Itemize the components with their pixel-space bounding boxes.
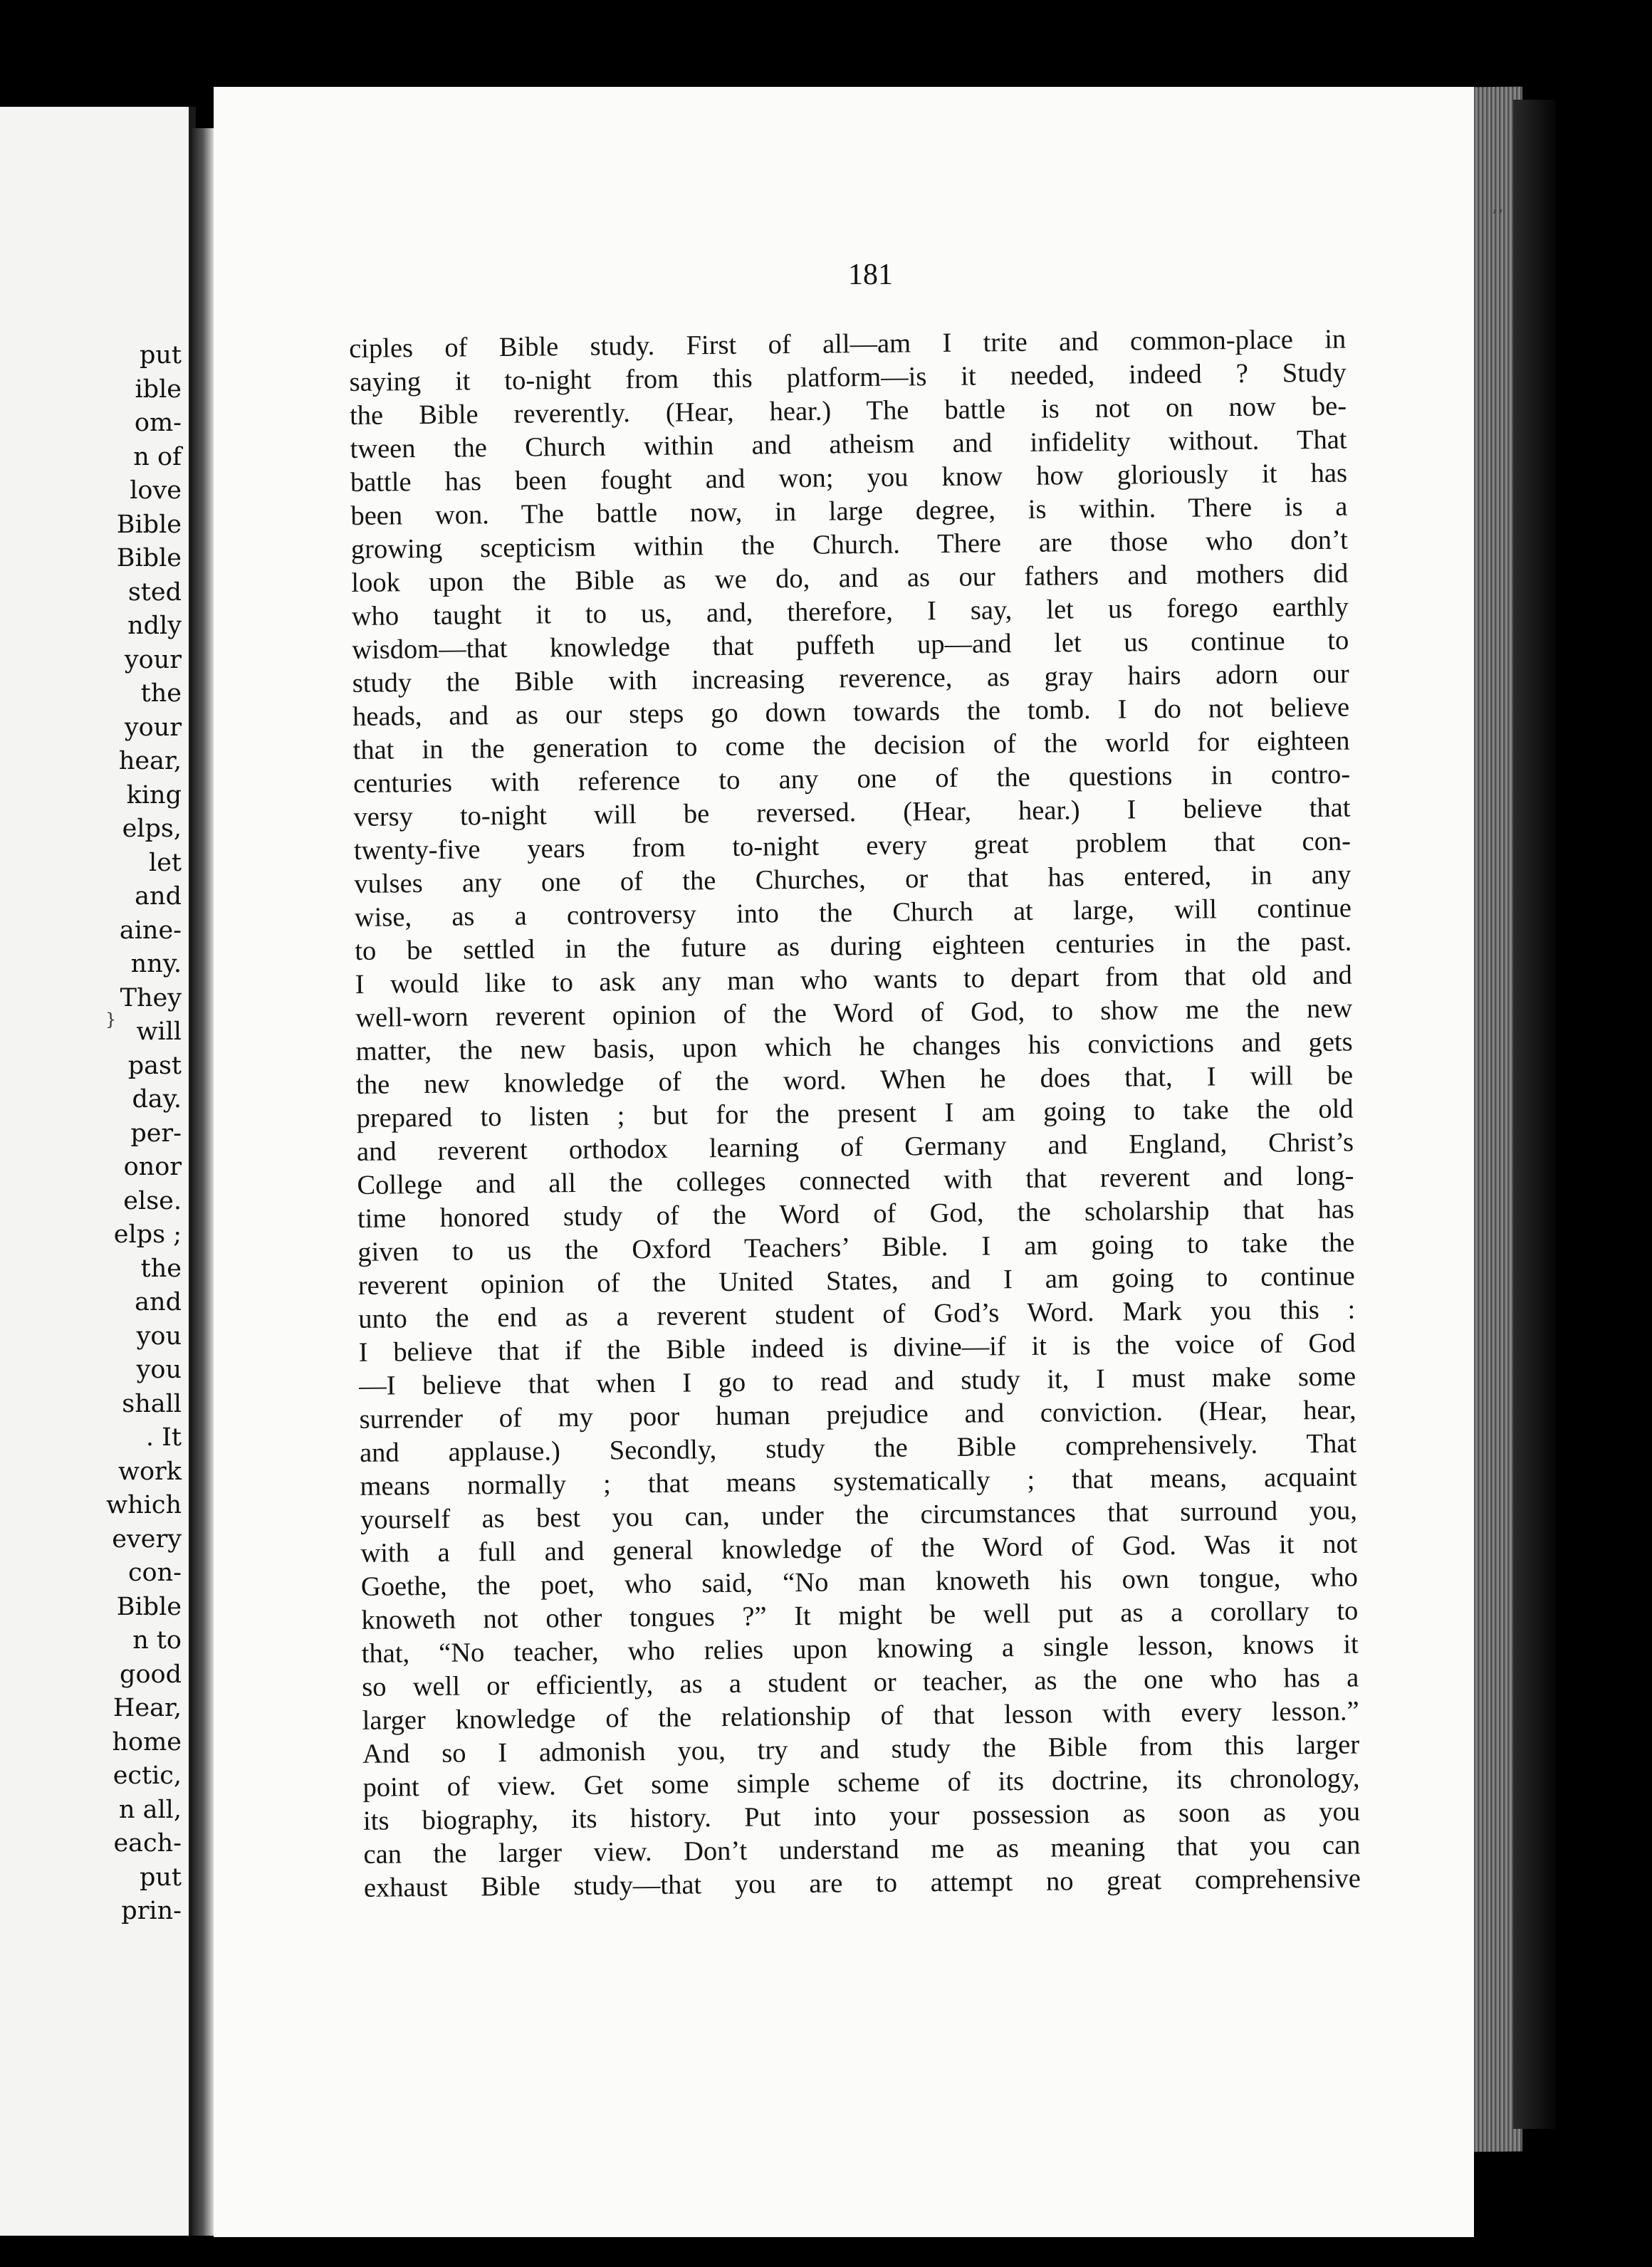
text-line: time honored study of the Word of God, the scholarship that has (357, 1194, 1355, 1234)
previous-page-line: n all, (118, 1795, 182, 1824)
previous-page-line: and (135, 1288, 182, 1316)
previous-page-line: good (120, 1660, 182, 1689)
text-line: growing scepticism within the Church. There are those who don’t (350, 525, 1349, 565)
text-line: who taught it to us, and, therefore, I say, let us forego earthly (351, 592, 1349, 632)
text-line: with a full and general knowledge of the Word of God. Was it not (360, 1529, 1358, 1569)
previous-page-line: home (112, 1727, 182, 1756)
text-line: the new knowledge of the word. When he does that, I will be (355, 1060, 1354, 1100)
page-number: 181 (848, 258, 893, 291)
previous-page-line: aine- (119, 916, 182, 945)
text-line: unto the end as a reverent student of God’s Word. Mark you this : (358, 1294, 1356, 1334)
previous-page-line: hear, (118, 747, 182, 775)
previous-page-line: will (136, 1017, 182, 1046)
previous-page-line: They (120, 983, 182, 1012)
previous-page-line: every (112, 1524, 182, 1554)
previous-page-line: put (139, 1863, 182, 1892)
previous-page-line: love (130, 476, 182, 505)
text-line: been won. The battle now, in large degree, is within. There is a (350, 491, 1348, 531)
previous-page-line: put (139, 341, 182, 370)
text-line: point of view. Get some simple scheme of its doctrine, its chronology, (362, 1763, 1360, 1803)
text-line: study the Bible with increasing reverence, as gray hairs adorn our (352, 659, 1349, 698)
previous-page-line: ible (135, 375, 182, 404)
text-line: can the larger view. Don’t understand me as meaning that you can (363, 1830, 1361, 1870)
previous-page-line: which (106, 1491, 182, 1519)
text-line: so well or efficiently, as a student or teacher, as the one who has a (362, 1663, 1359, 1702)
previous-page-line: Hear, (113, 1694, 182, 1722)
text-line: And so I admonish you, try and study the Bible from this larger (362, 1729, 1360, 1769)
previous-page-line: ectic, (113, 1761, 182, 1790)
text-line: tween the Church within and atheism and infidelity without. That (350, 424, 1347, 464)
text-line: reverent opinion of the United States, and I am going to continue (357, 1261, 1355, 1301)
text-line: and reverent orthodox learning of Germany and England, Christ’s (356, 1127, 1354, 1167)
text-line: that in the generation to come the decision of the world for eighteen (352, 726, 1350, 765)
gutter-mark: } (105, 1010, 117, 1030)
text-line: twenty-five years from to-night every great problem that con- (353, 826, 1352, 866)
text-line: look upon the Bible as we do, and as our fathers and mothers did (351, 558, 1349, 598)
text-line: wise, as a controversy into the Church at large, will continue (354, 893, 1352, 933)
corner-mark: ’’ (1492, 206, 1504, 228)
text-line: matter, the new basis, upon which he changes his convictions and gets (355, 1027, 1353, 1067)
text-line: I would like to ask any man who wants to depart from that old and (355, 960, 1352, 1000)
text-line: to be settled in the future as during eighteen centuries in the past. (355, 926, 1352, 966)
text-line: its biography, its history. Put into your possession as soon as you (362, 1796, 1361, 1836)
previous-page-line: day. (132, 1085, 182, 1114)
previous-page-line: you (136, 1321, 182, 1351)
previous-page-line: con- (127, 1559, 182, 1587)
previous-page-line: prin- (121, 1897, 182, 1925)
previous-page-line: king (126, 780, 182, 810)
text-line: wisdom—that knowledge that puffeth up—and let us continue to (352, 625, 1349, 665)
previous-page-line: ndly (127, 612, 182, 640)
previous-page-line: else. (123, 1186, 182, 1215)
previous-page-line: sted (127, 577, 182, 607)
text-line: exhaust Bible study—that you are to attempt no great comprehensive (363, 1863, 1361, 1903)
previous-page-line: om- (134, 409, 182, 437)
text-line: that, “No teacher, who relies upon knowing a single lesson, knows it (361, 1629, 1359, 1669)
previous-page-line: past (127, 1051, 182, 1080)
previous-page-line: n to (132, 1626, 182, 1655)
text-line: prepared to listen ; but for the present I am going to take the old (356, 1094, 1354, 1134)
text-line: Goethe, the poet, who said, “No man knoweth his own tongue, who (360, 1562, 1359, 1602)
text-line: battle has been fought and won; you know how gloriously it has (350, 458, 1348, 498)
text-line: versy to-night will be reversed. (Hear, hear.) I believe that (353, 792, 1351, 832)
previous-page-line: Bible (116, 544, 182, 572)
previous-page-line: let (149, 848, 182, 877)
text-line: and applause.) Secondly, study the Bible comprehensively. That (359, 1428, 1357, 1468)
previous-page-line: Bible (116, 510, 182, 539)
text-line: well-worn reverent opinion of the Word of God, to show me the new (355, 993, 1353, 1033)
text-line: yourself as best you can, under the circumstances that surround you, (360, 1495, 1358, 1535)
previous-page-line: nny. (130, 950, 182, 978)
text-line: means normally ; that means systematically ; that means, acquaint (360, 1462, 1357, 1502)
text-line: knoweth not other tongues ?” It might be well put as a corollary to (361, 1596, 1359, 1635)
text-line: centuries with reference to any one of the questions in contro- (352, 759, 1351, 799)
previous-page-line: . It (145, 1423, 182, 1452)
text-line: —I believe that when I go to read and study it, I must make some (359, 1361, 1356, 1401)
previous-page-line: the (140, 1254, 182, 1283)
text-line: heads, and as our steps go down towards the tomb. I do not believe (352, 692, 1350, 732)
previous-page-line: n of (133, 442, 182, 471)
text-line: I believe that if the Bible indeed is divine—if it is the voice of God (358, 1328, 1356, 1368)
previous-page-line: per- (130, 1119, 182, 1148)
previous-page (0, 107, 196, 2236)
page-block-shadow (1513, 100, 1556, 2129)
text-line: ciples of Bible study. First of all—am I trite and common-place in (349, 324, 1347, 364)
previous-page-line: elps, (122, 815, 182, 843)
text-line: vulses any one of the Churches, or that has entered, in any (354, 859, 1352, 899)
text-line: saying it to-night from this platform—is it needed, indeed ? Study (349, 357, 1347, 397)
previous-page-line: elps ; (113, 1220, 182, 1249)
previous-page-line: and (135, 882, 182, 911)
previous-page-line: your (124, 645, 182, 674)
previous-page-line: onor (123, 1153, 182, 1181)
previous-page-line: you (136, 1356, 182, 1384)
text-line: College and all the colleges connected with that reverent and long- (357, 1161, 1354, 1200)
text-line: surrender of my poor human prejudice and conviction. (Hear, hear, (359, 1395, 1356, 1435)
previous-page-line: each- (113, 1829, 182, 1858)
current-page (214, 87, 1504, 2237)
previous-page-line: shall (122, 1389, 182, 1418)
previous-page-line: the (140, 679, 182, 708)
text-line: given to us the Oxford Teachers’ Bible. I am going to take the (357, 1227, 1355, 1267)
text-line: the Bible reverently. (Hear, hear.) The battle is not on now be- (349, 391, 1347, 431)
previous-page-text (0, 339, 182, 1929)
page-body-text (349, 323, 1361, 1905)
previous-page-line: Bible (116, 1592, 182, 1621)
previous-page-line: work (118, 1457, 182, 1486)
text-line: larger knowledge of the relationship of that lesson with every lesson.” (362, 1696, 1359, 1736)
book-spine-shadow (192, 128, 214, 2236)
previous-page-line: your (124, 713, 182, 742)
